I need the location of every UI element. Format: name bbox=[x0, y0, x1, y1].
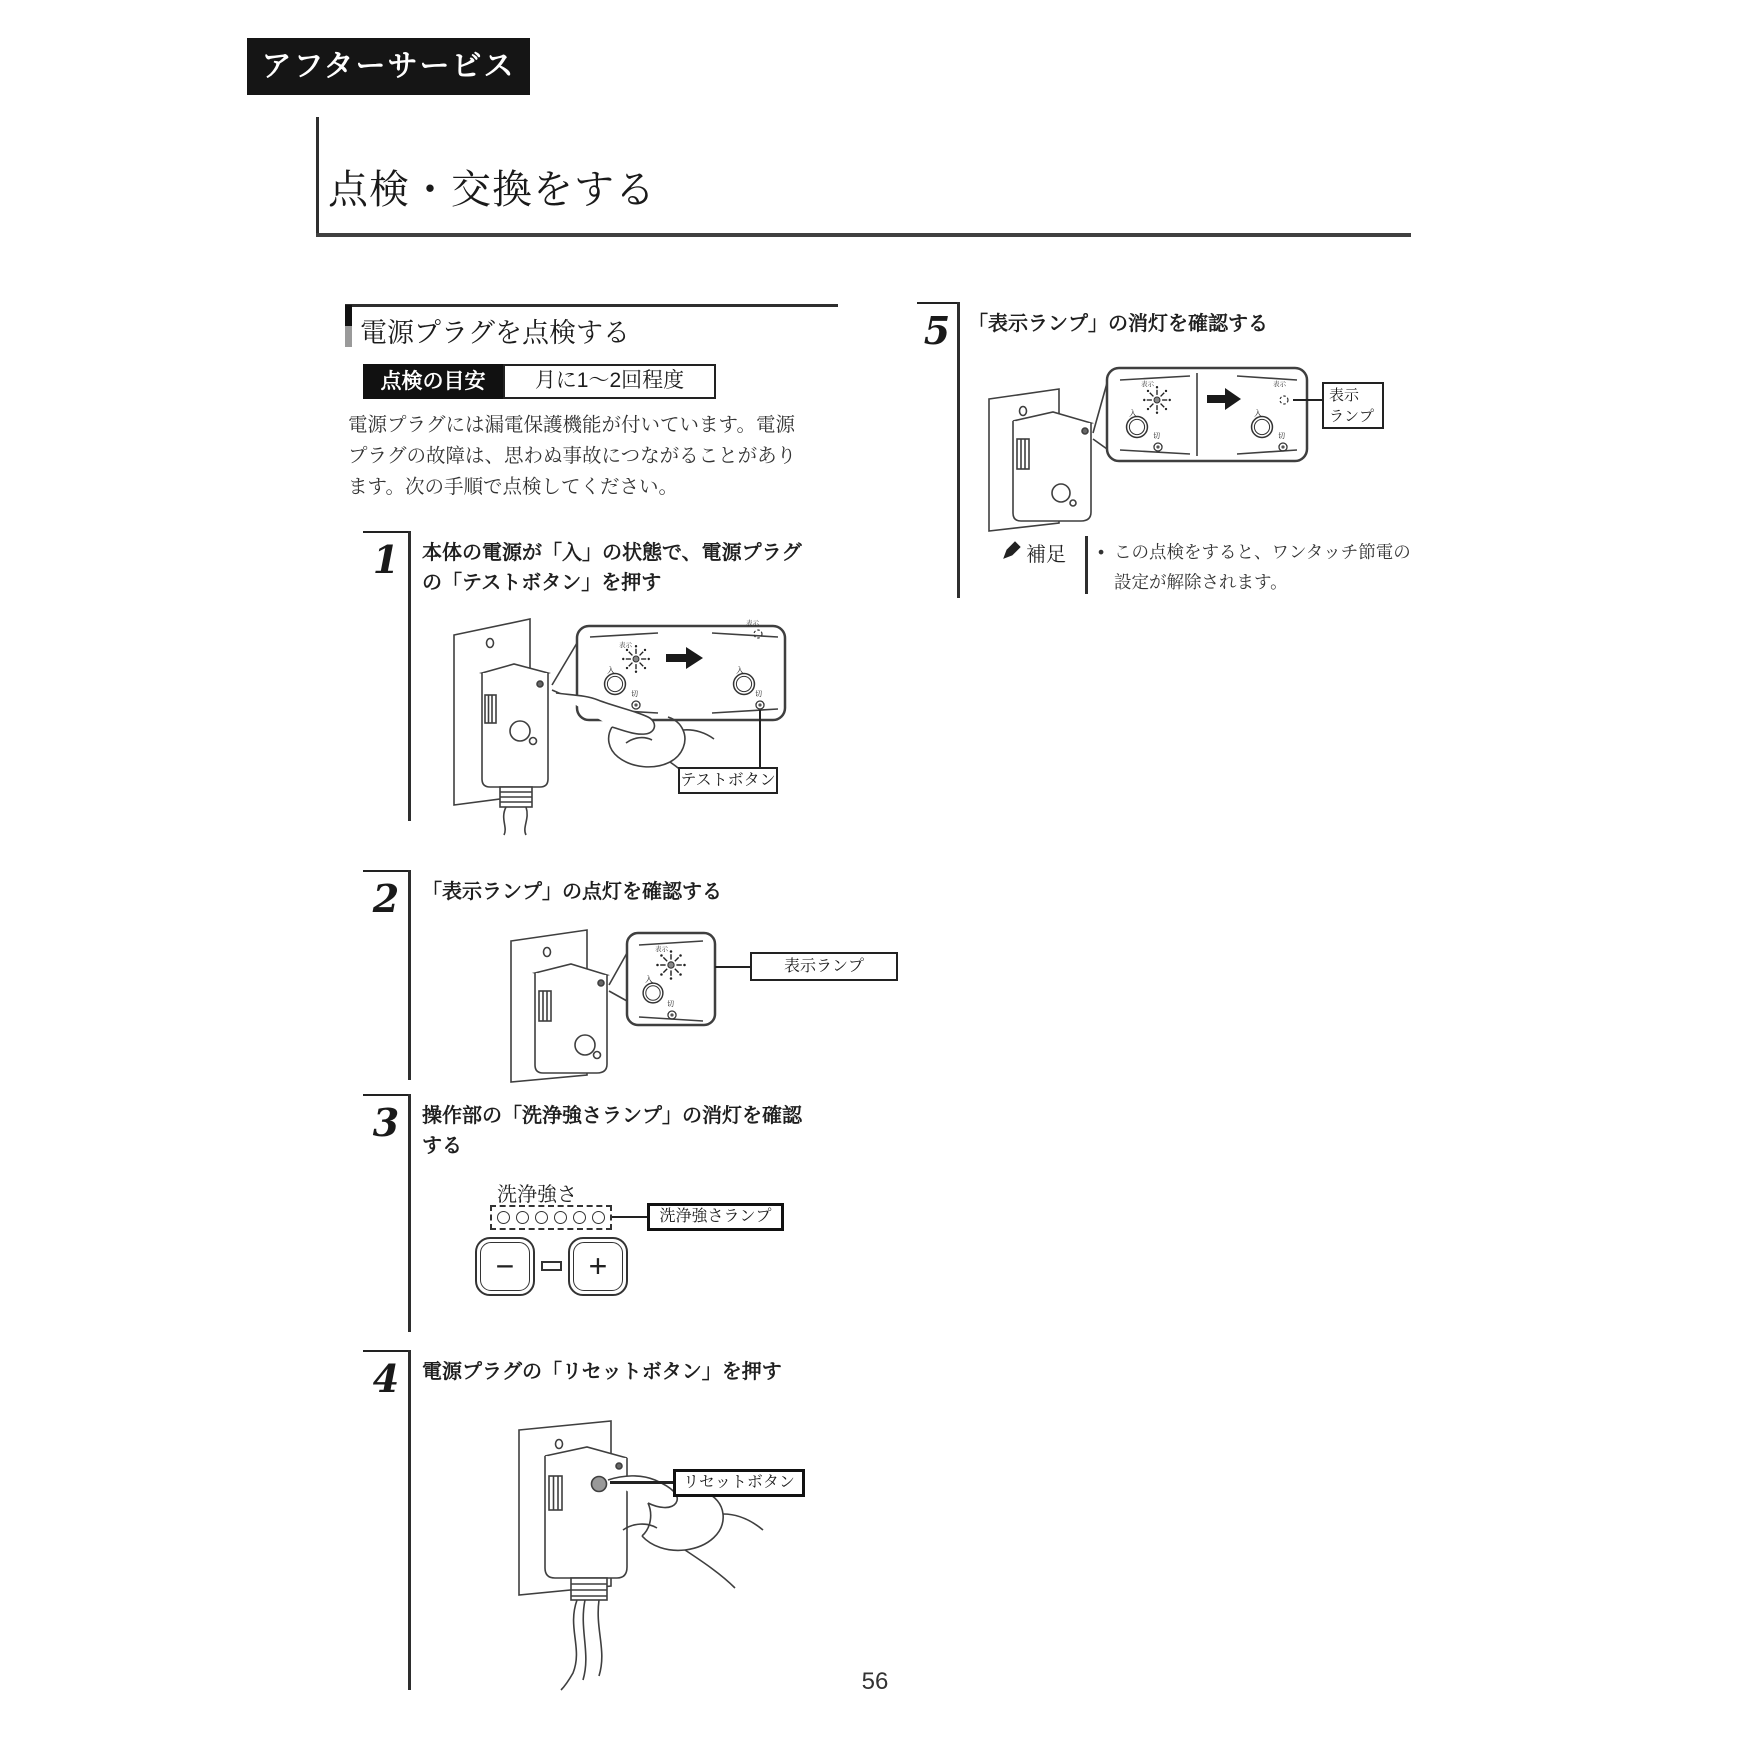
indicator-label: 表示 bbox=[655, 946, 668, 953]
step2-rule bbox=[408, 870, 411, 1080]
wash-strength-lamp-row bbox=[490, 1205, 612, 1230]
plus-button bbox=[568, 1237, 628, 1296]
lamp-dot bbox=[535, 1211, 548, 1224]
step1-text: 本体の電源が「入」の状態で、電源プラグの「テストボタン」を押す bbox=[422, 542, 802, 594]
step1-rule bbox=[408, 531, 411, 821]
plus-icon: + bbox=[573, 1242, 623, 1291]
lamp-dot bbox=[497, 1211, 510, 1224]
on-label: 入 bbox=[1129, 409, 1137, 418]
indicator-lamp-label-line2: ランプ bbox=[1329, 408, 1375, 425]
callout-tail bbox=[552, 643, 577, 701]
page-number: 56 bbox=[861, 1668, 889, 1695]
lamp-dot bbox=[592, 1211, 605, 1224]
on-label: 入 bbox=[1254, 409, 1262, 418]
off-label: 切 bbox=[631, 691, 638, 698]
note-body: この点検をすると、ワンタッチ節電の設定が解除されます。 bbox=[1114, 542, 1411, 592]
step5-rule bbox=[957, 302, 960, 598]
note-divider bbox=[1085, 536, 1088, 594]
step2-text: 「表示ランプ」の点灯を確認する bbox=[422, 881, 722, 903]
section-accent-bar bbox=[345, 305, 352, 347]
title-left-rule bbox=[316, 117, 319, 235]
plug-face-callout bbox=[627, 933, 715, 1025]
note-bullet: • bbox=[1098, 542, 1105, 562]
on-label: 入 bbox=[607, 666, 615, 675]
page-title: 点検・交換をする bbox=[328, 168, 656, 212]
step5-illustration bbox=[975, 353, 1390, 538]
note-text bbox=[1098, 537, 1424, 597]
step4-label-leader bbox=[610, 1481, 673, 1484]
button-connector bbox=[541, 1261, 562, 1271]
arrow-icon bbox=[1207, 388, 1241, 410]
step2-number: 2 bbox=[363, 870, 409, 926]
indicator-label: 表示 bbox=[1141, 381, 1154, 388]
step4-text: 電源プラグの「リセットボタン」を押す bbox=[422, 1361, 782, 1383]
step5-text: 「表示ランプ」の消灯を確認する bbox=[968, 313, 1268, 335]
lamp-dot bbox=[516, 1211, 529, 1224]
step3-rule bbox=[408, 1094, 411, 1332]
off-label: 切 bbox=[1153, 433, 1160, 440]
on-label: 入 bbox=[736, 666, 744, 675]
power-plug bbox=[535, 964, 607, 1073]
step2-label-leader bbox=[715, 966, 750, 968]
step5-label-leader bbox=[1293, 399, 1322, 401]
test-button-label: テストボタン bbox=[678, 767, 778, 794]
on-label: 入 bbox=[645, 975, 653, 984]
lamp-dot bbox=[573, 1211, 586, 1224]
lamp-dot bbox=[554, 1211, 567, 1224]
off-label: 切 bbox=[1278, 433, 1285, 440]
step3-number: 3 bbox=[363, 1094, 409, 1150]
power-plug bbox=[1013, 412, 1091, 521]
section-heading: 電源プラグを点検する bbox=[360, 318, 630, 348]
wash-strength-title: 洗浄強さ bbox=[497, 1184, 577, 1206]
step3-label-leader bbox=[612, 1216, 647, 1218]
callout-tail bbox=[609, 953, 627, 1001]
indicator-lamp-label-line1: 表示 bbox=[1329, 387, 1360, 404]
guide-label-badge: 点検の目安 bbox=[363, 364, 503, 399]
guide-value-box: 月に1～2回程度 bbox=[503, 364, 716, 399]
title-underline bbox=[316, 233, 1411, 237]
reset-button-label: リセットボタン bbox=[673, 1469, 805, 1497]
indicator-label: 表示 bbox=[1273, 381, 1286, 388]
step5-number: 5 bbox=[917, 302, 957, 358]
callout-tail bbox=[1093, 383, 1107, 449]
power-plug bbox=[482, 664, 548, 835]
off-label: 切 bbox=[755, 691, 762, 698]
pencil-icon bbox=[1002, 540, 1022, 560]
plug-face-callout bbox=[1107, 368, 1307, 461]
indicator-label: 表示 bbox=[746, 620, 759, 627]
indicator-lamp-label bbox=[1322, 382, 1384, 429]
chapter-tab: アフターサービス bbox=[247, 38, 530, 95]
step4-illustration bbox=[495, 1418, 825, 1693]
off-label: 切 bbox=[667, 1001, 674, 1008]
step4-rule bbox=[408, 1350, 411, 1690]
minus-icon: − bbox=[480, 1242, 530, 1291]
note-label: 補足 bbox=[1026, 544, 1066, 566]
step3-text: 操作部の「洗浄強さランプ」の消灯を確認する bbox=[422, 1105, 802, 1157]
arrow-icon bbox=[666, 647, 703, 669]
intro-paragraph: 電源プラグには漏電保護機能が付いています。電源プラグの故障は、思わぬ事故につながることがあります。次の手順で点検してください。 bbox=[348, 414, 797, 498]
indicator-label: 表示 bbox=[619, 642, 632, 649]
step1-label-leader bbox=[759, 710, 761, 767]
step4-number: 4 bbox=[363, 1350, 409, 1406]
section-top-rule bbox=[345, 304, 838, 307]
wash-strength-lamp-label: 洗浄強さランプ bbox=[647, 1203, 784, 1231]
indicator-lamp-label: 表示ランプ bbox=[750, 952, 898, 981]
step1-number: 1 bbox=[363, 531, 409, 587]
minus-button bbox=[475, 1237, 535, 1296]
step2-illustration bbox=[495, 925, 905, 1085]
